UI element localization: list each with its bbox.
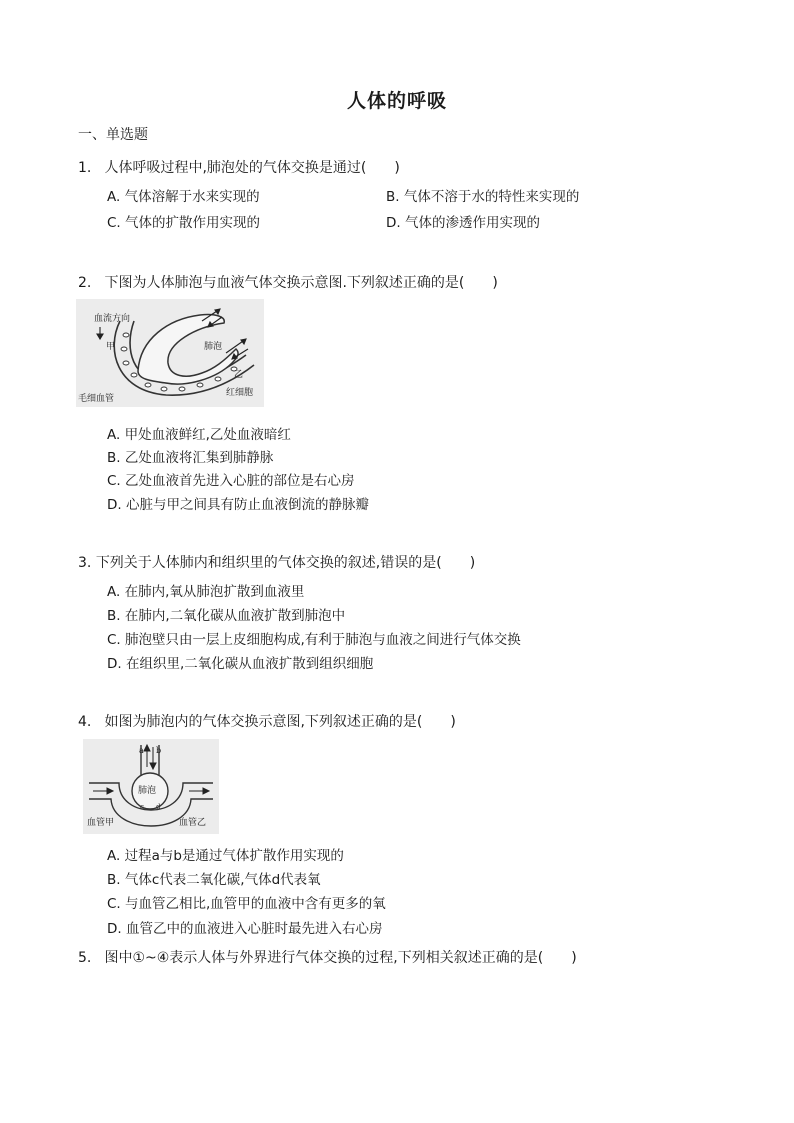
question-text: 下图为人体肺泡与血液气体交换示意图.下列叙述正确的是( ) bbox=[104, 275, 498, 291]
alveolus-gas-exchange-figure bbox=[83, 739, 219, 834]
option-letter: B. bbox=[386, 189, 400, 205]
alveolus-capillary-figure bbox=[76, 299, 264, 407]
option-2c bbox=[107, 469, 355, 489]
alveolus-gas-exchange-diagram bbox=[83, 739, 219, 834]
option-letter: C. bbox=[107, 473, 121, 489]
option-text: 气体的渗透作用实现的 bbox=[404, 215, 540, 231]
option-4d bbox=[107, 917, 382, 937]
label-a: a bbox=[139, 746, 144, 755]
option-letter: A. bbox=[107, 848, 121, 864]
section-heading: 一、单选题 bbox=[78, 127, 148, 143]
label-b: b bbox=[156, 746, 162, 755]
option-1b bbox=[386, 185, 579, 205]
option-text: 在肺内,氧从肺泡扩散到血液里 bbox=[124, 584, 305, 600]
question-number: 3. bbox=[78, 555, 92, 571]
label-vessel-jia: 血管甲 bbox=[87, 818, 115, 828]
option-letter: D. bbox=[107, 656, 122, 672]
option-text: 气体的扩散作用实现的 bbox=[125, 215, 261, 231]
question-5 bbox=[78, 947, 577, 967]
question-3 bbox=[78, 552, 475, 572]
option-1d bbox=[386, 211, 540, 231]
option-text: 肺泡壁只由一层上皮细胞构成,有利于肺泡与血液之间进行气体交换 bbox=[125, 632, 521, 648]
option-3c bbox=[107, 628, 521, 648]
question-number: 4. bbox=[78, 714, 92, 730]
option-3b bbox=[107, 604, 345, 624]
label-yi: 乙 bbox=[234, 370, 244, 380]
option-letter: B. bbox=[107, 608, 121, 624]
option-text: 在组织里,二氧化碳从血液扩散到组织细胞 bbox=[125, 656, 374, 672]
option-letter: C. bbox=[107, 215, 121, 231]
option-text: 气体c代表二氧化碳,气体d代表氧 bbox=[124, 872, 321, 888]
option-letter: A. bbox=[107, 427, 121, 443]
option-letter: A. bbox=[107, 189, 121, 205]
question-number: 5. bbox=[78, 950, 92, 966]
option-text: 气体溶解于水来实现的 bbox=[124, 189, 260, 205]
label-capillary: 毛细血管 bbox=[78, 394, 115, 404]
option-text: 在肺内,二氧化碳从血液扩散到肺泡中 bbox=[124, 608, 346, 624]
question-text: 图中①~④表示人体与外界进行气体交换的过程,下列相关叙述正确的是( ) bbox=[104, 950, 577, 966]
option-2a bbox=[107, 423, 291, 443]
question-text: 人体呼吸过程中,肺泡处的气体交换是通过( ) bbox=[104, 160, 400, 176]
question-number: 1. bbox=[78, 160, 92, 176]
label-d: d bbox=[156, 803, 161, 811]
option-text: 过程a与b是通过气体扩散作用实现的 bbox=[124, 848, 344, 864]
label-alveolus: 肺泡 bbox=[204, 342, 223, 352]
option-letter: D. bbox=[107, 921, 122, 937]
question-2 bbox=[78, 272, 498, 292]
label-rbc: 红细胞 bbox=[226, 388, 254, 398]
alveolus-capillary-diagram bbox=[76, 299, 264, 407]
page-title: 人体的呼吸 bbox=[346, 90, 447, 112]
question-text: 下列关于人体肺内和组织里的气体交换的叙述,错误的是( ) bbox=[95, 555, 476, 571]
option-text: 乙处血液将汇集到肺静脉 bbox=[124, 450, 274, 466]
option-4a bbox=[107, 844, 344, 864]
label-alveolus: 肺泡 bbox=[138, 786, 157, 796]
question-number: 2. bbox=[78, 275, 92, 291]
option-1c bbox=[107, 211, 260, 231]
label-c: c bbox=[140, 803, 144, 811]
option-3a bbox=[107, 580, 304, 600]
option-4b bbox=[107, 868, 321, 888]
question-text: 如图为肺泡内的气体交换示意图,下列叙述正确的是( ) bbox=[104, 714, 456, 730]
option-letter: D. bbox=[386, 215, 401, 231]
label-flow: 血流方向 bbox=[94, 314, 131, 324]
question-1 bbox=[78, 157, 400, 177]
option-letter: B. bbox=[107, 450, 121, 466]
option-letter: A. bbox=[107, 584, 121, 600]
option-3d bbox=[107, 652, 373, 672]
option-1a bbox=[107, 185, 260, 205]
option-letter: D. bbox=[107, 497, 122, 513]
option-text: 与血管乙相比,血管甲的血液中含有更多的氧 bbox=[125, 896, 386, 912]
option-letter: B. bbox=[107, 872, 121, 888]
option-2b bbox=[107, 446, 273, 466]
option-4c bbox=[107, 892, 386, 912]
option-2d bbox=[107, 493, 369, 513]
option-text: 心脏与甲之间具有防止血液倒流的静脉瓣 bbox=[125, 497, 369, 513]
option-letter: C. bbox=[107, 632, 121, 648]
label-jia: 甲 bbox=[106, 342, 116, 352]
option-text: 乙处血液首先进入心脏的部位是右心房 bbox=[125, 473, 355, 489]
question-4 bbox=[78, 711, 456, 731]
option-text: 甲处血液鲜红,乙处血液暗红 bbox=[124, 427, 291, 443]
option-text: 血管乙中的血液进入心脏时最先进入右心房 bbox=[125, 921, 383, 937]
option-letter: C. bbox=[107, 896, 121, 912]
option-text: 气体不溶于水的特性来实现的 bbox=[403, 189, 580, 205]
label-vessel-yi: 血管乙 bbox=[179, 818, 207, 828]
